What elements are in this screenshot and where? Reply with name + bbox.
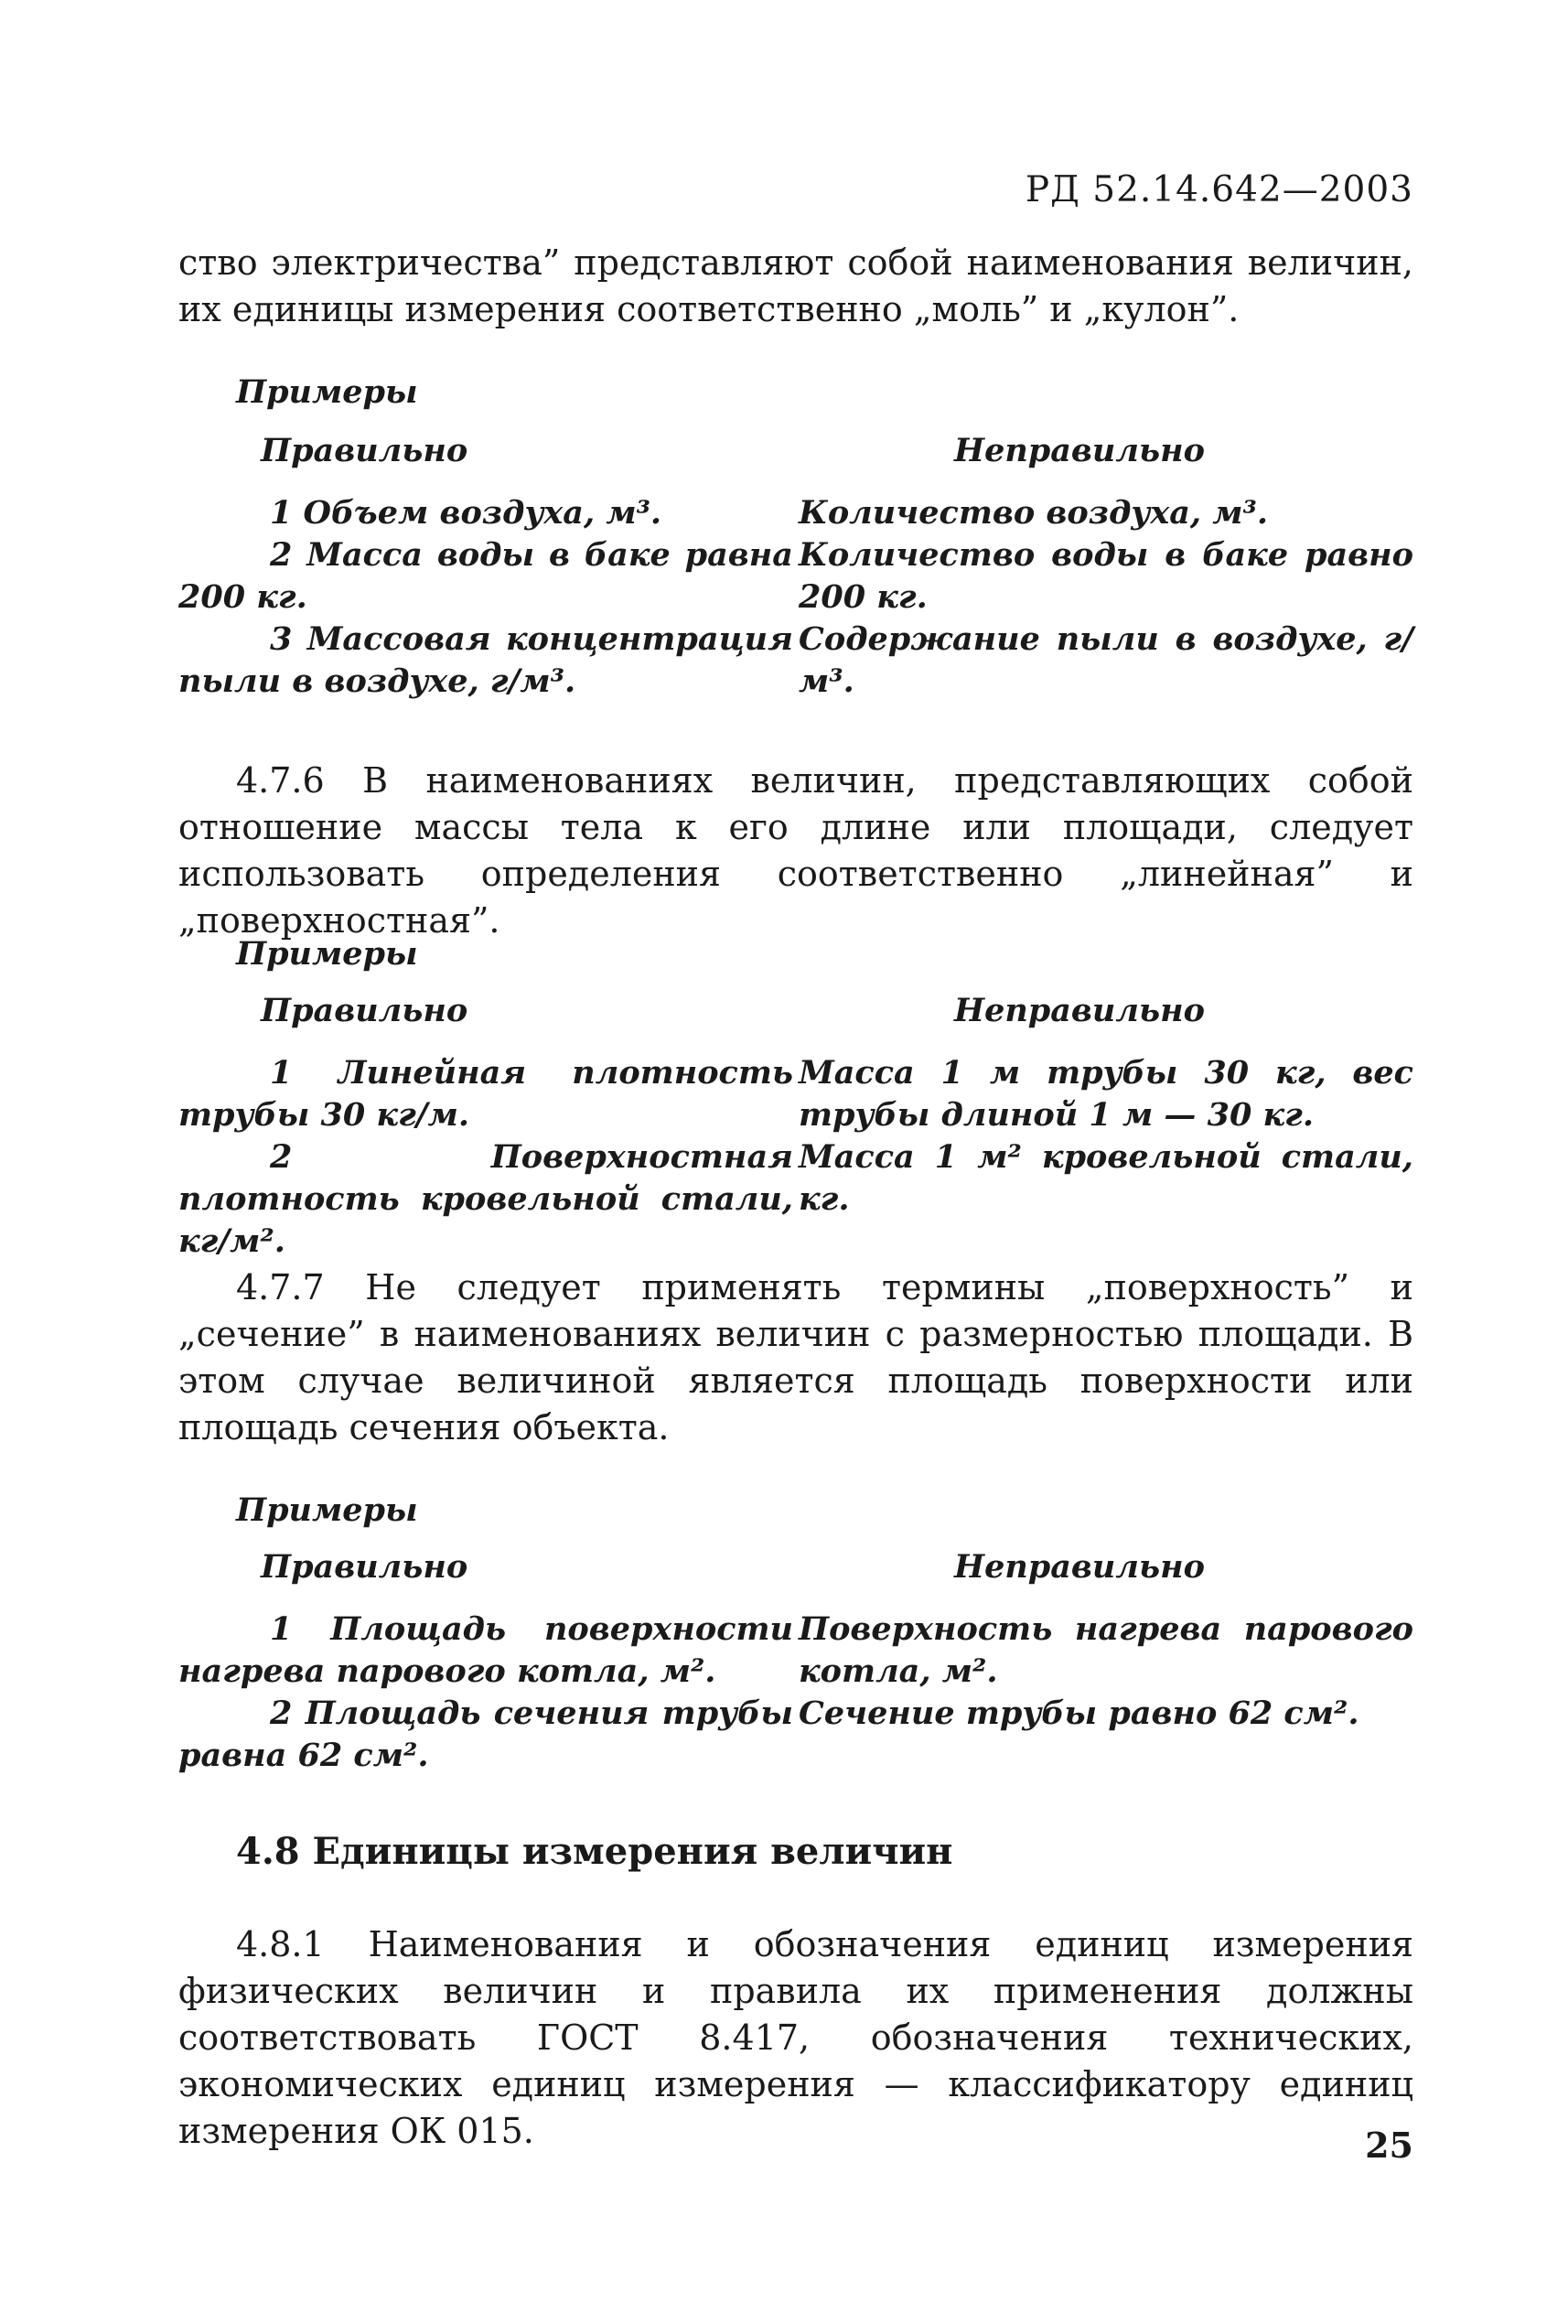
incorrect-column: [799, 430, 1413, 703]
document-page: [178, 156, 1413, 2287]
incorrect-column: [799, 1546, 1413, 1777]
incorrect-example: Сечение трубы равно 62 см².: [799, 1695, 1359, 1732]
correct-example: 2 Поверхностная плотность кровельной стали, кг/м².: [178, 1138, 793, 1260]
correct-example: 1 Площадь поверхности нагрева парового котла, м².: [178, 1610, 793, 1690]
incorrect-title: Неправильно: [954, 432, 1205, 469]
incorrect-example: Масса 1 м трубы 30 кг, вес трубы длиной 1 м — 30 кг.: [799, 1054, 1413, 1134]
page-number: 25: [1365, 2125, 1413, 2166]
incorrect-example: Поверхность нагрева парового котла, м².: [799, 1610, 1413, 1690]
examples-heading-3: Примеры: [236, 1491, 418, 1529]
correct-example: 2 Масса воды в баке равна 200 кг.: [178, 536, 793, 616]
incorrect-example: Масса 1 м² кровельной стали, кг.: [799, 1138, 1413, 1218]
correct-example: 1 Линейная плотность трубы 30 кг/м.: [178, 1054, 793, 1134]
incorrect-example: Количество воды в баке равно 200 кг.: [799, 536, 1413, 616]
correct-title: Правильно: [261, 992, 468, 1029]
correct-example: 3 Массовая концентрация пыли в воздухе, г/м³.: [178, 620, 793, 700]
correct-example: 1 Объем воздуха, м³.: [270, 494, 662, 532]
incorrect-title: Неправильно: [954, 992, 1205, 1029]
incorrect-example: Количество воздуха, м³.: [799, 494, 1269, 532]
examples-table-2: [178, 990, 1413, 1263]
section-heading-4-8: 4.8 Единицы измерения величин: [236, 1830, 953, 1873]
paragraph-4-7-7: 4.7.7 Не следует применять термины „поверхность” и „сечение” в наименованиях величин с размерностью площади. В этом случае величиной является площадь поверхности или площадь сечения объекта.: [178, 1267, 1413, 1447]
intro-paragraph: ство электричества” представляют собой наименования величин, их единицы измерения соответственно „моль” и „кулон”.: [178, 242, 1413, 329]
paragraph-4-8-1: 4.8.1 Наименования и обозначения единиц измерения физических величин и правила их применения должны соответствовать ГОСТ 8.417, обозначения технических, экономических единиц измерения — классификатору единиц измерения ОК 015.: [178, 1924, 1413, 2151]
incorrect-column: [799, 990, 1413, 1263]
incorrect-example: Содержание пыли в воздухе, г/м³.: [799, 620, 1413, 700]
examples-heading-1: Примеры: [236, 373, 418, 411]
incorrect-title: Неправильно: [954, 1548, 1205, 1586]
examples-table-1: [178, 430, 1413, 703]
examples-heading-2: Примеры: [236, 935, 418, 973]
correct-column: [178, 1546, 793, 1777]
document-code: РД 52.14.642—2003: [1025, 169, 1413, 210]
correct-example: 2 Площадь сечения трубы равна 62 см².: [178, 1695, 793, 1774]
paragraph-4-7-6: 4.7.6 В наименованиях величин, представляющих собой отношение массы тела к его длине или площади, следует использовать определения соответственно „линейная” и „поверхностная”.: [178, 760, 1413, 941]
examples-table-3: [178, 1546, 1413, 1777]
correct-title: Правильно: [261, 1548, 468, 1586]
correct-column: [178, 430, 793, 703]
correct-column: [178, 990, 793, 1263]
correct-title: Правильно: [261, 432, 468, 469]
